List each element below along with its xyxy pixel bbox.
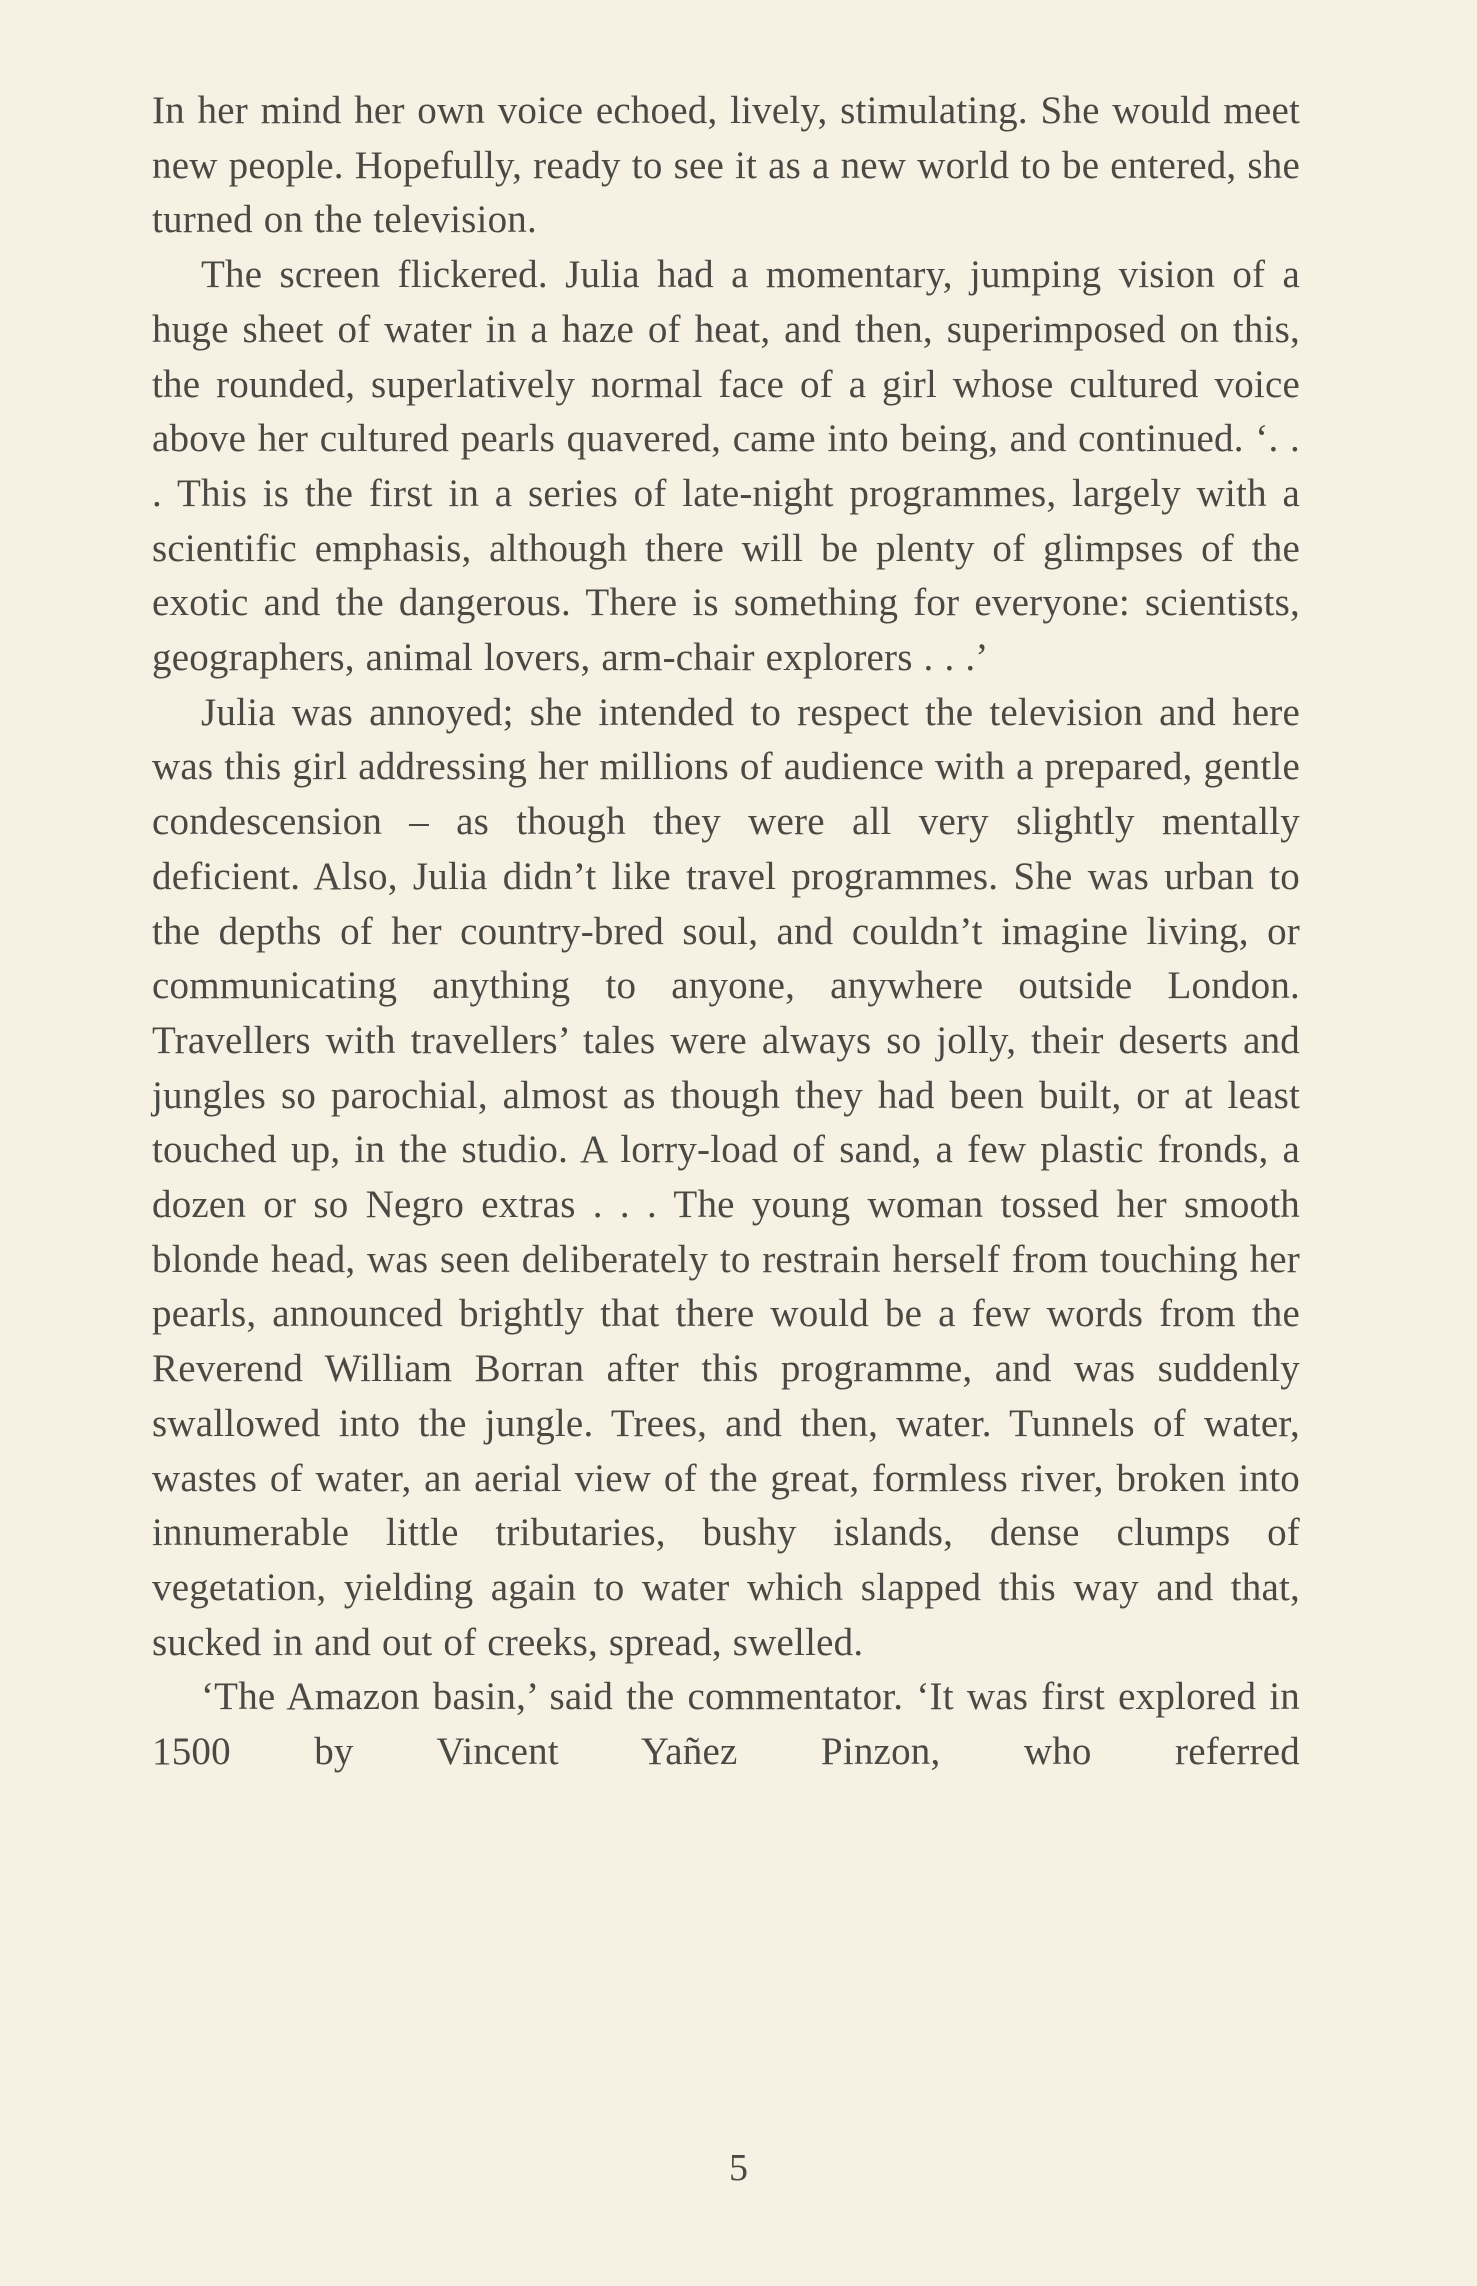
paragraph-3: Julia was annoyed; she intended to respect the television and here was this girl addressing her millions of audience with a prepared, gentle condescension – as though they were all very slightly mentally deficient. Also, Julia didn’t like travel programmes. She was urban to the depths of her country-bred soul, and couldn’t imagine living, or communicating anything to anyone, anywhere outside London. Travellers with travellers’ tales were always so jolly, their deserts and jungles so parochial, almost as though they had been built, or at least touched up, in the studio. A lorry-load of sand, a few plastic fronds, a dozen or so Negro extras . . . The young woman tossed her smooth blonde head, was seen deliberately to restrain herself from touching her pearls, announced brightly that there would be a few words from the Reverend William Borran after this programme, and was suddenly swallowed into the jungle. Trees, and then, water. Tunnels of water, wastes of water, an aerial view of the great, formless river, broken into innumerable little tributaries, bushy islands, dense clumps of vegetation, yielding again to water which slapped this way and that, sucked in and out of creeks, spread, swelled. bbox=[152, 690, 1300, 1664]
paragraph-4: ‘The Amazon basin,’ said the commentator. ‘It was first explored in 1500 by Vincent Yañez Pinzon, who referred bbox=[152, 1675, 1300, 1774]
page-number: 5 bbox=[729, 2147, 748, 2189]
paragraph-1: In her mind her own voice echoed, lively, stimulating. She would meet new people. Hopefully, ready to see it as a new world to be entered, she turned on the television. bbox=[152, 89, 1300, 242]
body-text bbox=[152, 84, 1300, 1780]
paragraph-2: The screen flickered. Julia had a momentary, jumping vision of a huge sheet of water in a haze of heat, and then, superimposed on this, the rounded, superlatively normal face of a girl whose cultured voice above her cultured pearls quavered, came into being, and continued. ‘. . . This is the first in a series of late-night programmes, largely with a scientific emphasis, although there will be plenty of glimpses of the exotic and the dangerous. There is something for everyone: scientists, geographers, animal lovers, arm-chair explorers . . .’ bbox=[152, 253, 1300, 680]
